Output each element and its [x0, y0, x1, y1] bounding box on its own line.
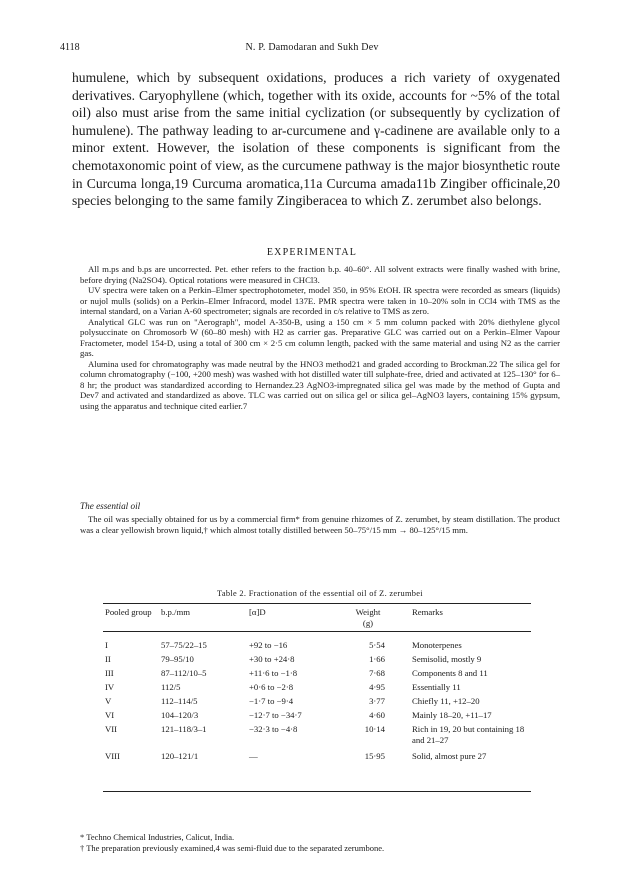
page-number: 4118	[60, 42, 80, 53]
cell-remarks: Solid, almost pure 27	[412, 751, 487, 761]
experimental-paragraph: UV spectra were taken on a Perkin–Elmer spectrophotometer, model 350, in 95% EtOH. IR spectra were recorded as smears (liquids) or nujol mulls (solids) on a Perkin–Elmer Infracord, model 137E. PMR spectra were taken in 10–20% soln in CCl4 with TMS as the internal standard, on a Varian A-60 spectrometer; signals are recorded in c/s relative to TMS as zero.	[80, 285, 560, 316]
intro-paragraph: humulene, which by subsequent oxidations, produces a rich variety of oxygenated derivatives. Caryophyllene (which, together with its oxide, accounts for ~5% of the total oil) also must arise from the same initial cyclization (or subsequently by cyclization of humulene). The pathway leading to ar-curcumene and γ-cadinene are available only to a minor extent. However, the isolation of these components is significant from the chemotaxonomic point of view, as the curcumene pathway is the major biosynthetic route in Curcuma longa,19 Curcuma aromatica,11a Curcuma amada11b Zingiber officinale,20 species belonging to the same family Zingiberacea to which Z. zerumbet also belongs.	[72, 70, 560, 209]
cell-rotation: +11·6 to −1·8	[249, 668, 298, 678]
cell-weight: 5·54	[369, 640, 385, 650]
experimental-paragraph: Alumina used for chromatography was made neutral by the HNO3 method21 and graded according to Brockman.22 The silica gel for column chromatography (−100, +200 mesh) was washed with hot distilled water till sulphate-free, dried and activated at 125–130° for 6–8 hr; the product was standardized according to Hernandez.23 AgNO3-impregnated silica gel was made by the method of Gupta and Dev7 and activated and standardized as above. TLC was carried out on silica gel or silica gel–AgNO3 layers, containing 15% gypsum, using the apparatus and technique cited earlier.7	[80, 358, 560, 411]
cell-bp: 57–75/22–15	[161, 640, 207, 650]
subheading-essential-oil: The essential oil	[80, 501, 141, 511]
cell-weight: 1·66	[369, 654, 385, 664]
cell-rotation: +30 to +24·8	[249, 654, 295, 664]
running-head: N. P. Damodaran and Sukh Dev	[245, 42, 379, 53]
column-header-group: Pooled group	[105, 607, 152, 617]
cell-weight: 4·95	[369, 682, 385, 692]
cell-weight: 15·95	[364, 751, 385, 761]
cell-group: VI	[105, 710, 115, 720]
cell-bp: 112/5	[161, 682, 181, 692]
cell-group: V	[105, 696, 112, 706]
cell-group: VIII	[105, 751, 120, 761]
cell-group: VII	[105, 724, 118, 734]
cell-rotation: +92 to −16	[249, 640, 288, 650]
column-header-rotation: [α]D	[249, 607, 266, 617]
column-header-bp: b.p./mm	[161, 607, 190, 617]
cell-remarks: Essentially 11	[412, 682, 461, 692]
footnotes	[80, 832, 560, 854]
cell-group: II	[105, 654, 111, 664]
section-title-experimental: EXPERIMENTAL	[266, 247, 358, 258]
cell-group: I	[105, 640, 108, 650]
experimental-paragraph: All m.ps and b.ps are uncorrected. Pet. ether refers to the fraction b.p. 40–60°. All solvent extracts were finally washed with brine, before drying (Na2SO4). Optical rotations were measured in CHCl3.	[80, 264, 560, 285]
cell-bp: 79–95/10	[161, 654, 194, 664]
experimental-paragraph: Analytical GLC was run on "Aerograph", model A-350-B, using a 150 cm × 5 mm column packed with 20% diethylene glycol polysuccinate on Chromosorb W (60–80 mesh) with H2 as carrier gas. Preparative GLC was carried out on a Perkin–Elmer Vapour Fractometer, model 154-D, using a total of 300 cm × 2·5 cm column length, packed with the same material and using N2 as the carrier gas.	[80, 316, 560, 358]
footnote: * Techno Chemical Industries, Calicut, India.	[80, 832, 235, 842]
table-bottom-rule	[103, 791, 531, 792]
cell-remarks: Semisolid, mostly 9	[412, 654, 482, 664]
experimental-section	[80, 264, 560, 411]
essential-oil-paragraph: The oil was specially obtained for us by a commercial firm* from genuine rhizomes of Z. zerumbet, by steam distillation. The product was a clear yellowish brown liquid,† which almost totally distilled between 50–75°/15 mm → 80–125°/15 mm.	[80, 514, 560, 535]
cell-weight: 4·60	[369, 710, 385, 720]
column-header-weight: Weight (g)	[355, 607, 381, 628]
cell-group: IV	[105, 682, 115, 692]
cell-remarks: Chiefly 11, +12–20	[412, 696, 480, 706]
cell-remarks: Components 8 and 11	[412, 668, 488, 678]
cell-bp: 87–112/10–5	[161, 668, 207, 678]
cell-remarks: Monoterpenes	[412, 640, 462, 650]
column-header-remarks: Remarks	[412, 607, 443, 617]
table-caption: Table 2. Fractionation of the essential oil of Z. zerumbei	[217, 589, 423, 598]
cell-bp: 120–121/1	[161, 751, 199, 761]
essential-oil-section	[80, 514, 560, 535]
cell-rotation: −12·7 to −34·7	[249, 710, 302, 720]
table-header-rule	[103, 631, 531, 632]
footnote: † The preparation previously examined,4 was semi-fluid due to the separated zerumbone.	[80, 843, 385, 853]
cell-bp: 121–118/3–1	[161, 724, 207, 734]
cell-rotation: —	[249, 751, 258, 761]
cell-weight: 7·68	[369, 668, 385, 678]
table-top-rule	[103, 603, 531, 604]
cell-weight: 3·77	[369, 696, 385, 706]
cell-rotation: −32·3 to −4·8	[249, 724, 298, 734]
cell-rotation: +0·6 to −2·8	[249, 682, 294, 692]
cell-weight: 10·14	[364, 724, 385, 734]
cell-remarks: Mainly 18–20, +11–17	[412, 710, 492, 720]
cell-bp: 112–114/5	[161, 696, 198, 706]
cell-bp: 104–120/3	[161, 710, 199, 720]
cell-group: III	[105, 668, 114, 678]
cell-remarks: Rich in 19, 20 but containing 18 and 21–27	[412, 724, 525, 746]
cell-rotation: −1·7 to −9·4	[249, 696, 294, 706]
